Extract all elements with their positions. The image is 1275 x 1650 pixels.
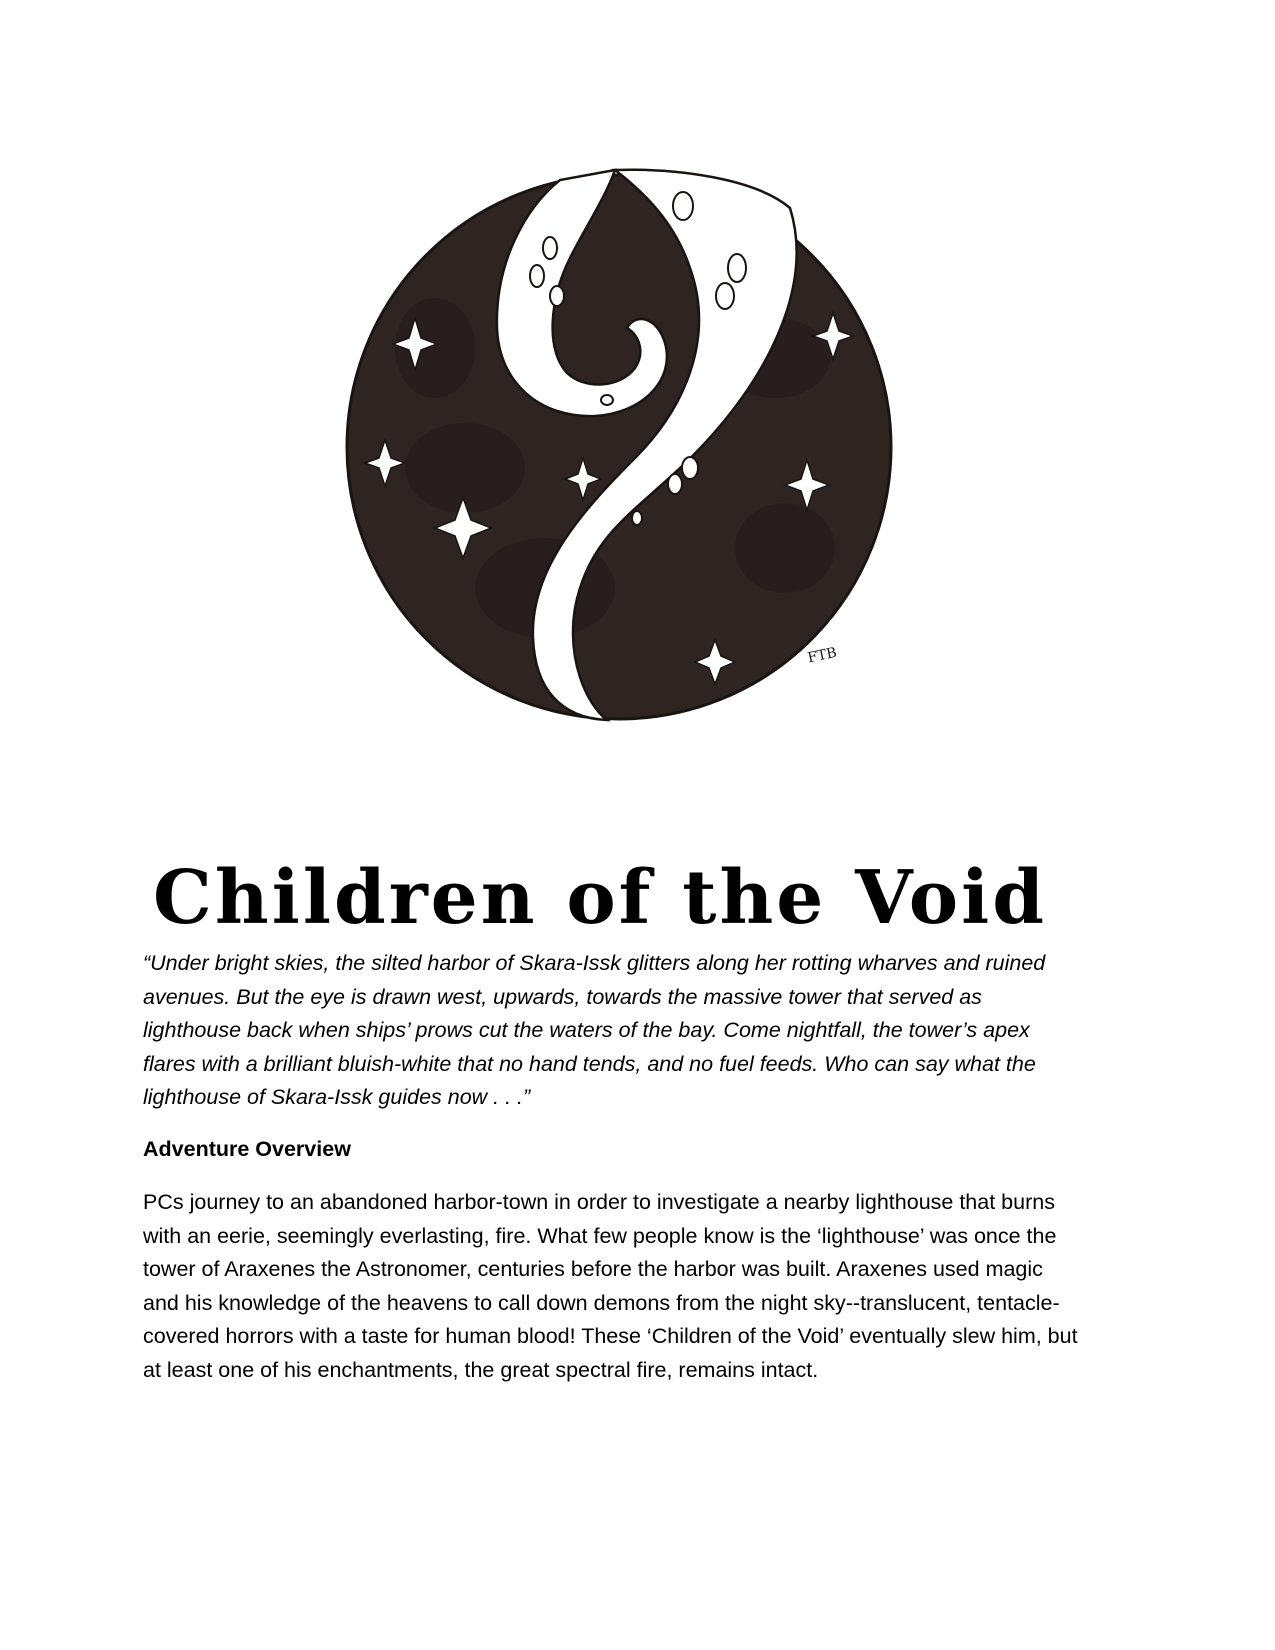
document-title: Children of the Void [153, 854, 1047, 941]
tentacle-void-illustration [345, 168, 895, 723]
section-heading: Adventure Overview [143, 1137, 351, 1161]
artist-signature: FTB [806, 644, 839, 667]
intro-quote: “Under bright skies, the silted harbor of Skara-Issk glitters along her rotting wharves and ruined avenues. But the eye is drawn west, upwards, towards the massive tower that served as lighthouse back when ships’ prows cut the waters of the bay. Come nightfall, the tower’s apex flares with a brilliant bluish-white that no hand tends, and no fuel feeds. Who can say what the lighthouse of Skara-Issk guides now . . .” [143, 951, 1046, 1110]
overview-paragraph: PCs journey to an abandoned harbor-town in order to investigate a nearby lighthouse that burns with an eerie, seemingly everlasting, fire. What few people know is the ‘lighthouse’ was once the tower of Araxenes the Astronomer, centuries before the harbor was built. Araxenes used magic and his knowledge of the heavens to call down demons from the night sky--translucent, tentacle-covered horrors with a taste for human blood! These ‘Children of the Void’ eventually slew him, but at least one of his enchantments, the great spectral fire, remains intact. [143, 1190, 1078, 1382]
tentacle-disc-drawing [345, 168, 895, 723]
